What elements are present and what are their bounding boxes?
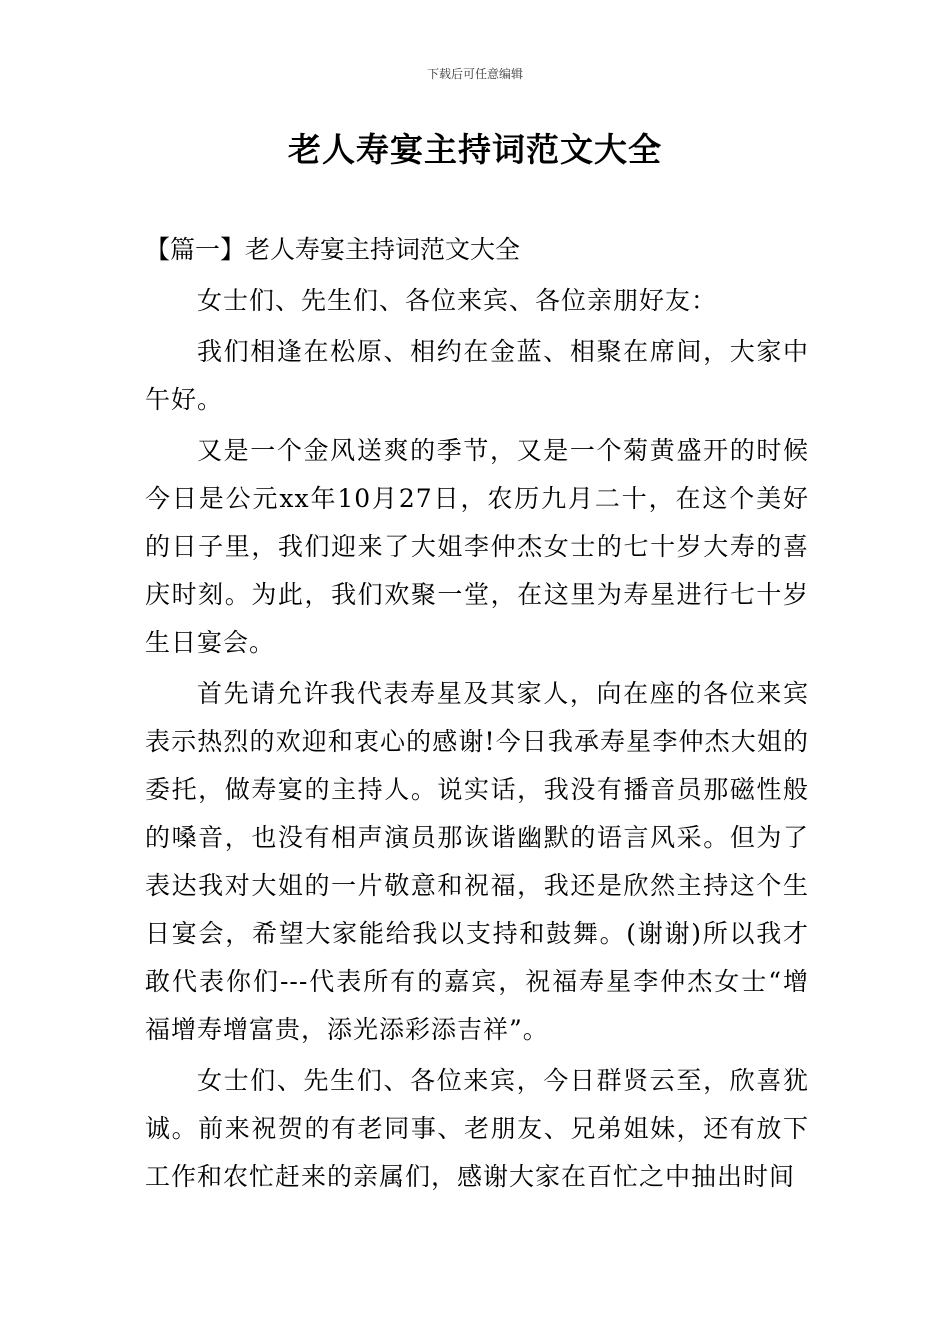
document-body	[145, 226, 809, 1201]
document-title: 老人寿宴主持词范文大全	[288, 130, 662, 169]
paragraph: 我们相逢在松原、相约在金蓝、相聚在席间，大家中午好。	[145, 337, 809, 414]
paragraph: 又是一个金风送爽的季节，又是一个菊黄盛开的时候今日是公元xx年10月27日，农历九月二十，在这个美好的日子里，我们迎来了大姐李仲杰女士的七十岁大寿的喜庆时刻。为此，我们欢聚一堂，在这里为寿星进行七十岁生日宴会。	[145, 436, 809, 657]
paragraph-greeting: 女士们、先生们、各位来宾、各位亲朋好友：	[197, 286, 718, 315]
paragraph: 首先请允许我代表寿星及其家人，向在座的各位来宾表示热烈的欢迎和衷心的感谢!今日我承寿星李仲杰大姐的委托，做寿宴的主持人。说实话，我没有播音员那磁性般的嗓音，也没有相声演员那诙谐幽默的语言风采。但为了表达我对大姐的一片敬意和祝福，我还是欣然主持这个生日宴会，希望大家能给我以支持和鼓舞。(谢谢)所以我才敢代表你们---代表所有的嘉宾，祝福寿星李仲杰女士“增福增寿增富贵，添光添彩添吉祥”。	[145, 679, 809, 1044]
section-heading: 【篇一】老人寿宴主持词范文大全	[145, 235, 521, 264]
paragraph: 女士们、先生们、各位来宾，今日群贤云至，欣喜犹诚。前来祝贺的有老同事、老朋友、兄弟姐妹，还有放下工作和农忙赶来的亲属们，感谢大家在百忙之中抽出时间	[145, 1066, 809, 1191]
header-note: 下载后可任意编辑	[426, 67, 523, 81]
